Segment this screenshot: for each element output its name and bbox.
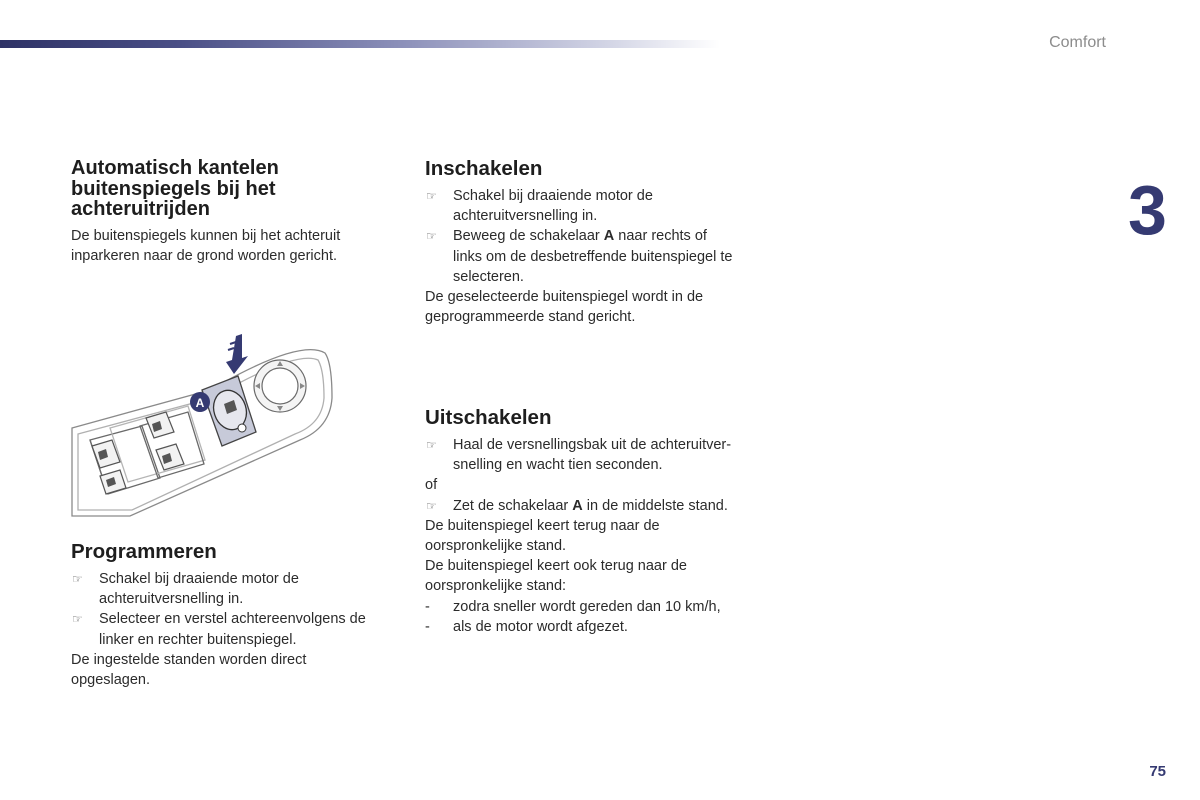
programmeren-list: [71, 569, 391, 650]
uitschakelen-or: of: [425, 477, 438, 494]
intro-text: De buitenspiegels kunnen bij het achteruit inparkeren naar de grond worden gericht.: [71, 227, 341, 264]
programmeren-section: [71, 541, 391, 690]
uitschakelen-list-1: [425, 435, 755, 475]
list-item-text: Zet de schakelaar: [453, 497, 573, 514]
section-title: Comfort: [1049, 34, 1106, 51]
uitschakelen-list-2: [425, 496, 755, 516]
inschakelen-list: [425, 186, 745, 287]
pointing-hand-icon: ☞: [426, 498, 437, 513]
list-item: [425, 226, 745, 287]
list-item-text: in de middelste stand.: [582, 497, 728, 514]
pointing-hand-icon: ☞: [72, 612, 83, 627]
list-item: [425, 435, 755, 475]
chapter-number: 3: [1128, 171, 1167, 249]
page-number: 75: [1149, 763, 1166, 780]
switch-label: A: [603, 228, 615, 245]
mirror-control-figure: [70, 328, 335, 518]
intro-section: [71, 158, 391, 266]
list-item-text: Schakel bij draaiende motor de achteruitversnelling in.: [453, 188, 653, 225]
uitschakelen-dash-list: [425, 597, 755, 637]
uitschakelen-title: Uitschakelen: [425, 406, 552, 429]
list-item: [71, 609, 391, 649]
list-item: [425, 617, 755, 637]
list-item-text: Selecteer en verstel achtereenvolgens de linker en rechter buitenspiegel.: [99, 611, 366, 648]
uitschakelen-section: [425, 407, 755, 637]
dash-marker: -: [425, 598, 430, 615]
figure-label-a: A: [195, 396, 205, 410]
inschakelen-section: [425, 158, 755, 327]
intro-title: Automatisch kantelen buitenspiegels bij het achteruitrijden: [71, 157, 279, 220]
inschakelen-title: Inschakelen: [425, 157, 543, 180]
list-item-text: als de motor wordt afgezet.: [453, 618, 628, 635]
inschakelen-note: De geselecteerde buitenspiegel wordt in de geprogrammeerde stand gericht.: [425, 289, 704, 326]
programmeren-note: De ingestelde standen worden direct opgeslagen.: [71, 651, 307, 689]
list-item-text: Haal de versnellingsbak uit de achteruitver-snelling en wacht tien seconden.: [453, 437, 732, 474]
list-item: [425, 496, 755, 516]
pointing-hand-icon: ☞: [426, 438, 437, 452]
list-item-text: zodra sneller wordt gereden dan 10 km/h,: [453, 598, 721, 615]
list-item-text: naar rechts of links om de desbetreffende buitenspiegel te selecteren.: [453, 228, 733, 285]
programmeren-title: Programmeren: [71, 540, 217, 563]
list-item: [425, 597, 755, 617]
header-gradient-bar: [0, 40, 720, 48]
pointing-hand-icon: ☞: [426, 229, 437, 244]
uitschakelen-note-2: De buitenspiegel keert ook terug naar de oorspronkelijke stand:: [425, 558, 687, 595]
list-item: [71, 569, 391, 609]
list-item-text: Beweeg de schakelaar: [453, 228, 604, 245]
list-item: [425, 186, 745, 226]
switch-label: A: [572, 497, 583, 514]
uitschakelen-note-1: De buitenspiegel keert terug naar de oorspronkelijke stand.: [425, 517, 660, 555]
pointing-hand-icon: ☞: [72, 572, 83, 586]
dash-marker: -: [425, 618, 430, 635]
pointing-hand-icon: ☞: [426, 189, 437, 203]
list-item-text: Schakel bij draaiende motor de achteruitversnelling in.: [99, 571, 299, 608]
